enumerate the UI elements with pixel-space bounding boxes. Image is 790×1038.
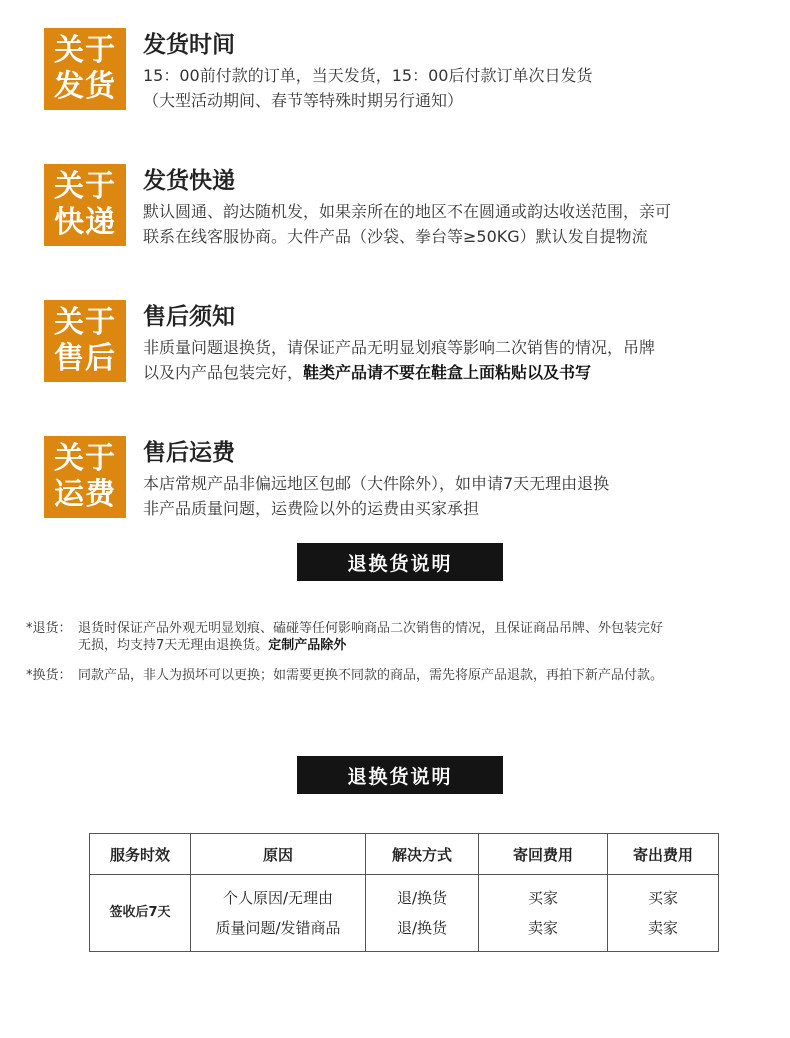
section-body [143, 63, 783, 113]
reason-line: 个人原因/无理由 [222, 889, 334, 907]
body-line: 15：00前付款的订单，当天发货，15：00后付款订单次日发货 [143, 66, 593, 85]
body-line: 本店常规产品非偏远地区包邮（大件除外），如申请7天无理由退换 [143, 474, 610, 493]
shipping-time-section [44, 28, 774, 118]
table-header: 解决方式 [366, 834, 479, 875]
return-policy-table [89, 833, 719, 952]
section-body [143, 335, 783, 385]
badge-bottom-text: 运费 [54, 477, 116, 512]
return-fee-line: 买家 [527, 889, 558, 907]
service-period-cell: 签收后7天 [90, 875, 191, 952]
reason-line: 质量问题/发错商品 [215, 919, 341, 937]
badge-top-text: 关于 [54, 33, 116, 68]
send-fee-cell [608, 875, 719, 952]
return-note-text [78, 620, 758, 654]
exchange-note-label: *换货： [26, 668, 72, 683]
return-fee-line: 卖家 [527, 919, 558, 937]
section-title: 发货时间 [143, 32, 235, 58]
badge-top-text: 关于 [54, 169, 116, 204]
shipping-fee-section [44, 436, 774, 526]
send-fee-line: 买家 [647, 889, 678, 907]
return-policy-banner: 退换货说明 [297, 756, 503, 794]
return-fee-cell [479, 875, 608, 952]
return-note-line: 退货时保证产品外观无明显划痕、磕碰等任何影响商品二次销售的情况，且保证商品吊牌、外包装完好 [78, 621, 664, 636]
method-cell [366, 875, 479, 952]
table-header: 寄回费用 [479, 834, 608, 875]
body-line: 联系在线客服协商。大件产品（沙袋、拳台等≥50KG）默认发自提物流 [143, 227, 648, 246]
section-title: 售后须知 [143, 304, 235, 330]
badge-bottom-text: 发货 [54, 69, 116, 104]
exchange-note [26, 667, 766, 684]
body-text: 以及内产品包装完好， [143, 363, 304, 382]
after-sales-notice-section [44, 300, 774, 390]
method-line: 退/换货 [396, 889, 448, 907]
table-row [90, 875, 719, 952]
table-header-row [90, 834, 719, 875]
body-line: 默认圆通、韵达随机发，如果亲所在的地区不在圆通或韵达收送范围，亲可 [143, 202, 672, 221]
badge-bottom-text: 售后 [54, 341, 116, 376]
body-line: 非产品质量问题，运费险以外的运费由买家承担 [143, 499, 480, 518]
badge-bottom-text: 快递 [54, 205, 116, 240]
body-emphasis: 鞋类产品请不要在鞋盒上面粘贴以及书写 [303, 363, 592, 382]
body-line: （大型活动期间、春节等特殊时期另行通知） [143, 91, 464, 110]
table-header: 服务时效 [90, 834, 191, 875]
badge-top-text: 关于 [54, 305, 116, 340]
return-note-emphasis: 定制产品除外 [268, 638, 347, 653]
return-note-line: 无损，均支持7天无理由退换货。 [78, 638, 269, 653]
table-header: 寄出费用 [608, 834, 719, 875]
send-fee-line: 卖家 [647, 919, 678, 937]
courier-section [44, 164, 774, 254]
body-line [143, 360, 783, 385]
badge-about-fee [44, 436, 126, 518]
return-policy-banner: 退换货说明 [297, 543, 503, 581]
section-body [143, 199, 783, 249]
section-title: 售后运费 [143, 440, 235, 466]
return-note [26, 620, 766, 654]
reason-cell [191, 875, 366, 952]
badge-about-courier [44, 164, 126, 246]
body-line: 非质量问题退换货，请保证产品无明显划痕等影响二次销售的情况，吊牌 [143, 338, 656, 357]
return-note-label: *退货： [26, 621, 72, 636]
method-line: 退/换货 [396, 919, 448, 937]
section-title: 发货快递 [143, 168, 235, 194]
badge-top-text: 关于 [54, 441, 116, 476]
section-body [143, 471, 783, 521]
badge-about-after-sales [44, 300, 126, 382]
table-header: 原因 [191, 834, 366, 875]
exchange-note-text: 同款产品，非人为损坏可以更换；如需要更换不同款的商品，需先将原产品退款，再拍下新产品付款。 [78, 668, 664, 683]
badge-about-shipping [44, 28, 126, 110]
